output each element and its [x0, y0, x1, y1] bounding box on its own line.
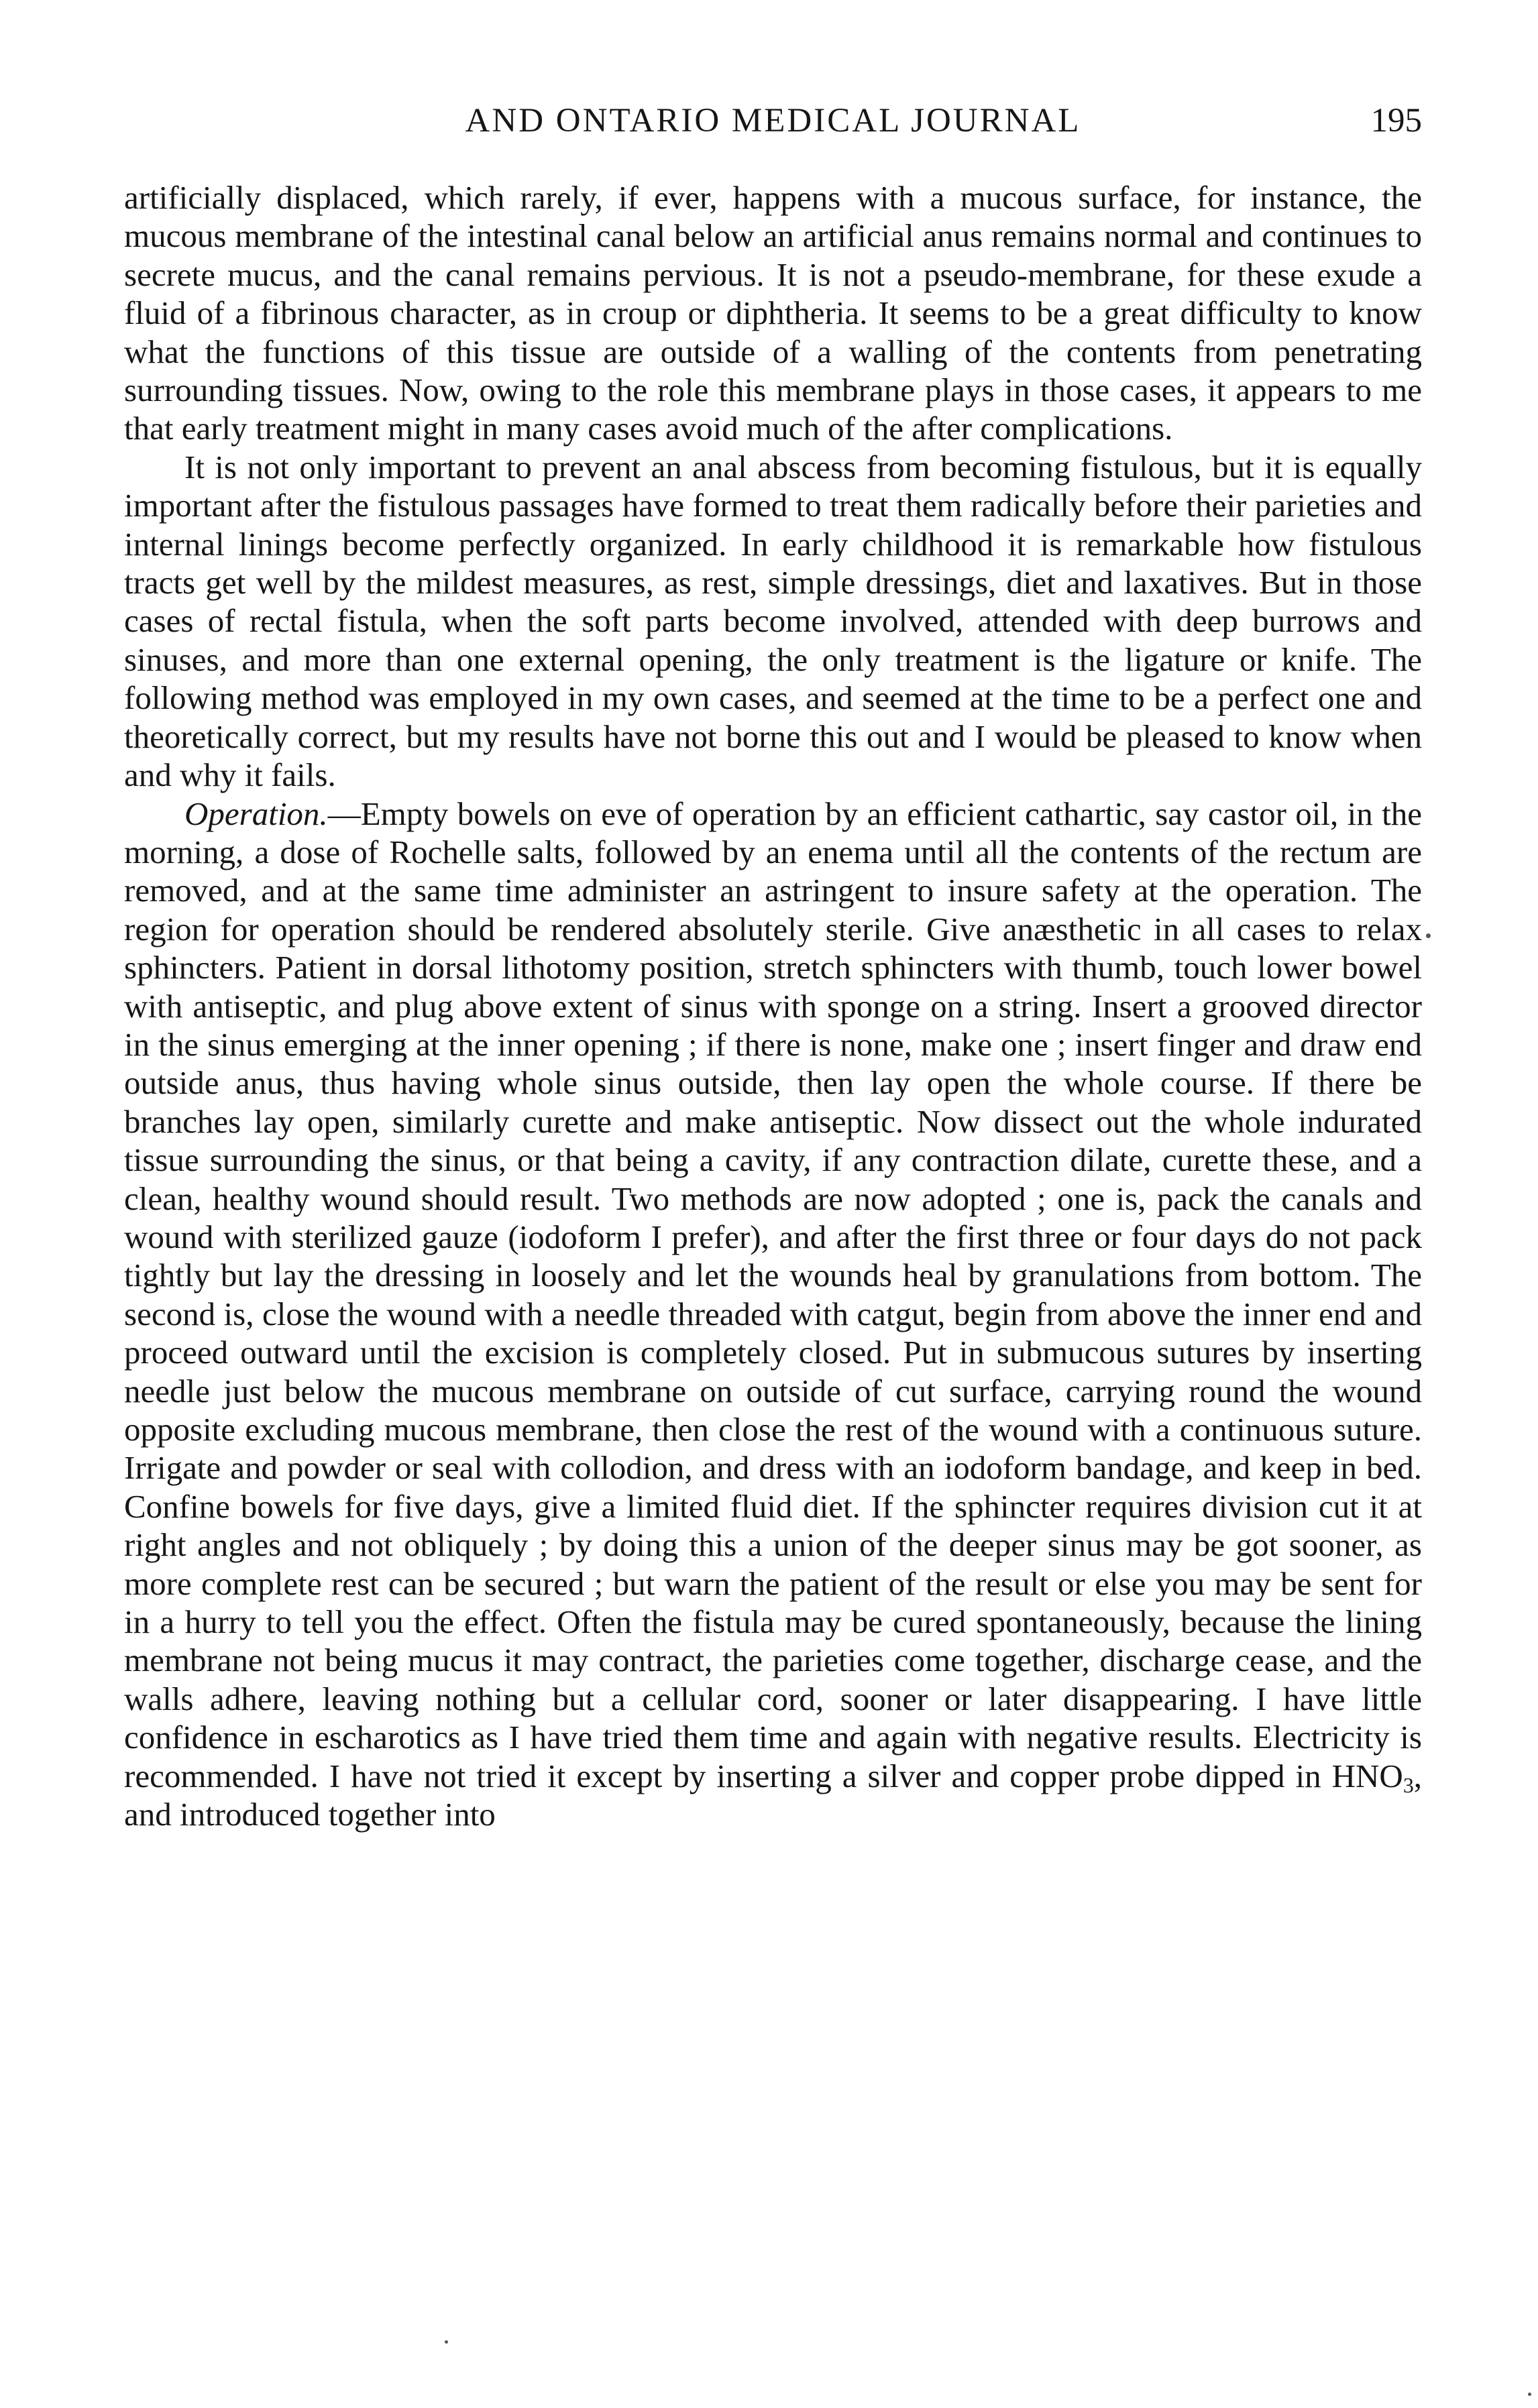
print-speck — [445, 2340, 448, 2344]
operation-text-end: , and introduced together into — [124, 1757, 1422, 1833]
paragraph-operation — [124, 795, 1422, 1834]
paragraph-continuation: artificially displaced, which rarely, if ever, happens with a mucous surface, for instance, the mucous membrane of the intestinal canal below an artificial anus remains normal and continues to secrete mucus, and the canal remains pervious. It is not a pseudo-membrane, for these exude a fluid of a fibrinous character, as in croup or diphtheria. It seems to be a great difficulty to know what the functions of this tissue are outside of a walling of the contents from penetrating surrounding tissues. Now, owing to the role this membrane plays in those cases, it appears to me that early treatment might in many cases avoid much of the after complications. — [124, 179, 1422, 447]
page-number: 195 — [1370, 102, 1422, 139]
print-speck — [1426, 933, 1431, 938]
chemical-subscript: 3 — [1403, 1773, 1414, 1797]
running-title: AND ONTARIO MEDICAL JOURNAL — [465, 102, 1081, 139]
operation-run-in-heading: Operation. — [184, 795, 328, 832]
operation-text: —Empty bowels on eve of operation by an efficient cathartic, say castor oil, in the morning, a dose of Rochelle salts, followed by an enema until all the contents of the rectum are removed, and at the same time administer an astringent to insure safety at the operation. The region for operation should be rendered absolutely sterile. Give anæsthetic in all cases to relax sphincters. Patient in dorsal lithotomy position, stretch sphincters with thumb, touch lower bowel with antiseptic, and plug above extent of sinus with sponge on a string. Insert a grooved director in the sinus emerging at the inner opening ; if there is none, make one ; insert finger and draw end outside anus, thus having whole sinus outside, then lay open the whole course. If there be branches lay open, similarly curette and make antiseptic. Now dissect out the whole indurated tissue surrounding the sinus, or that being a cavity, if any contraction dilate, curette these, and a clean, healthy wound should result. Two methods are now adopted ; one is, pack the canals and wound with sterilized gauze (iodoform I prefer), and after the first three or four days do not pack tightly but lay the dressing in loosely and let the wounds heal by granulations from bottom. The second is, close the wound with a needle threaded with catgut, begin from above the inner end and proceed outward until the excision is completely closed. Put in submucous sutures by inserting needle just below the mucous membrane on outside of cut surface, carrying round the wound opposite excluding mucous membrane, then close the rest of the wound with a continuous suture. Irrigate and powder or seal with collodion, and dress with an iodoform bandage, and keep in bed. Confine bowels for five days, give a limited fluid diet. If the sphincter requires division cut it at right angles and not obliquely ; by doing this a union of the deeper sinus may be got sooner, as more complete rest can be secured ; but warn the patient of the result or else you may be sent for in a hurry to tell you the effect. Often the fistula may be cured spontaneously, because the lining membrane not being mucus it may contract, the parieties come together, discharge cease, and the walls adhere, leaving nothing but a cellular cord, sooner or later disappearing. I have little confidence in escharotics as I have tried them time and again with negative results. Electricity is recommended. I have not tried it except by inserting a silver and copper probe dipped in HNO — [124, 795, 1422, 1794]
article-body — [124, 178, 1422, 1833]
print-speck — [1528, 2393, 1531, 2396]
paragraph-fistula-treatment: It is not only important to prevent an anal abscess from becoming fistulous, but it is equally important after the fistulous passages have formed to treat them radically before their parieties and internal linings become perfectly organized. In early childhood it is remarkable how fistulous tracts get well by the mildest measures, as rest, simple dressings, diet and laxatives. But in those cases of rectal fistula, when the soft parts become involved, attended with deep burrows and sinuses, and more than one external opening, the only treatment is the ligature or knife. The following method was employed in my own cases, and seemed at the time to be a perfect one and theoretically correct, but my results have not borne this out and I would be pleased to know when and why it fails. — [124, 448, 1422, 794]
running-head — [124, 94, 1422, 148]
